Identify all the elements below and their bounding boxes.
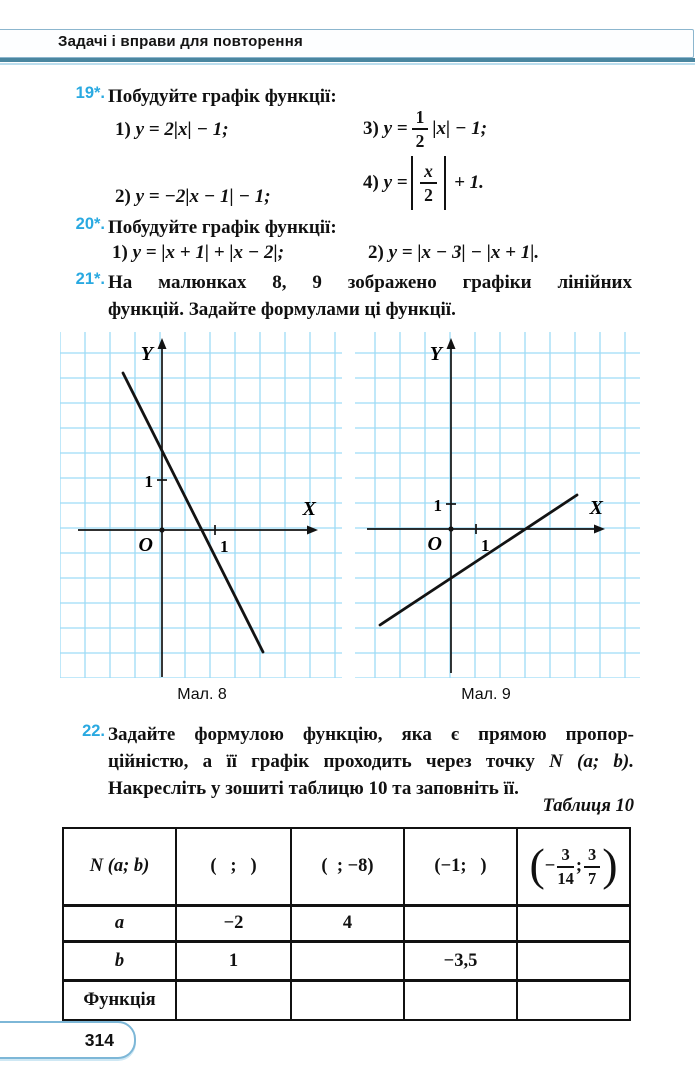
y-tick-label: 1 [144, 472, 153, 491]
equation-text: y = |x − 3| − |x + 1|. [388, 242, 540, 263]
problem-22-line1: Задайте формулою функцію, яка є прямою пропор- [108, 724, 634, 745]
row-label-function: Функція [63, 981, 176, 1021]
problem-20-intro: Побудуйте графік функції: [108, 217, 337, 238]
cell-b4 [517, 942, 630, 981]
origin-label: O [427, 533, 442, 555]
problem-22-line3: Накресліть у зошиті таблицю 10 та заповніть її. [108, 778, 519, 799]
equation-text: y = |x + 1| + |x − 2|; [132, 242, 285, 263]
point-n-label: N (a; b). [549, 751, 634, 772]
item-number: 1) [112, 242, 128, 263]
table-header-row [63, 828, 630, 906]
minus-sign: − [544, 856, 556, 876]
header-rule [0, 58, 695, 62]
equation-text: y = −2|x − 1| − 1; [135, 186, 271, 207]
item-number: 2) [368, 242, 384, 263]
y-tick-label: 1 [433, 496, 442, 515]
item-number: 1) [115, 119, 131, 140]
table-10 [62, 827, 631, 1021]
fraction [412, 108, 429, 151]
cell-a3 [404, 906, 517, 942]
equation-20-2 [368, 242, 539, 264]
header-cell-4 [517, 828, 630, 906]
equation-20-1 [112, 242, 284, 264]
problem-21-line2: функцій. Задайте формулами ці функції. [108, 299, 456, 320]
row-label-b: b [63, 942, 176, 981]
cell-a2: 4 [291, 906, 404, 942]
equation-19-2 [115, 186, 271, 208]
graph-mal-8 [60, 332, 342, 678]
absolute-value-bar [444, 156, 447, 210]
problem-21-number: 21*. [75, 270, 105, 288]
right-paren: ) [602, 839, 618, 891]
problem-19-intro: Побудуйте графік функції: [108, 86, 337, 107]
fraction [584, 846, 600, 887]
header-rule-light [0, 63, 695, 65]
cell-b3: −3,5 [404, 942, 517, 981]
cell-f2 [291, 981, 404, 1021]
problem-19-number: 19*. [75, 84, 105, 102]
origin-label: O [138, 534, 153, 556]
fraction-denominator: 7 [587, 868, 597, 888]
table-row-function [63, 981, 630, 1021]
absolute-value-bar [411, 156, 414, 210]
cell-a4 [517, 906, 630, 942]
fraction-numerator: x [420, 162, 437, 184]
graph-mal-9 [355, 332, 640, 678]
item-number: 4) [363, 172, 379, 193]
header-cell-3: (−1; ) [404, 828, 517, 906]
fraction-numerator: 3 [557, 846, 573, 867]
semicolon: ; [575, 856, 582, 876]
cell-f4 [517, 981, 630, 1021]
equation-prefix: y = [383, 172, 408, 193]
cell-a1: −2 [176, 906, 291, 942]
table-title: Таблиця 10 [542, 796, 634, 816]
x-tick-label: 1 [220, 537, 229, 556]
equation-19-3 [363, 98, 487, 160]
cell-b1: 1 [176, 942, 291, 981]
fraction [557, 846, 574, 887]
table-row-a [63, 906, 630, 942]
table-row-b [63, 942, 630, 981]
problem-22-number: 22. [82, 722, 105, 740]
fraction-denominator: 14 [557, 868, 574, 888]
cell-f1 [176, 981, 291, 1021]
equation-19-4 [363, 152, 484, 214]
problem-22-line2-text: ційністю, а її графік проходить через точку [108, 751, 550, 772]
equation-19-1 [115, 119, 229, 141]
fraction [420, 162, 437, 205]
x-tick-label: 1 [481, 536, 490, 555]
equation-prefix: y = [383, 118, 408, 139]
left-paren: ( [529, 839, 545, 891]
fraction-denominator: 2 [424, 185, 433, 205]
y-axis-label: Y [429, 343, 442, 365]
problem-22-line2 [108, 749, 634, 774]
row-label-a: a [63, 906, 176, 942]
page-number-pill [0, 1021, 136, 1059]
equation-text: y = 2|x| − 1; [135, 119, 229, 140]
equation-suffix: |x| − 1; [432, 118, 488, 139]
cell-f3 [404, 981, 517, 1021]
x-axis-label: X [302, 498, 316, 520]
y-axis-label: Y [140, 343, 153, 365]
fraction-numerator: 1 [412, 108, 429, 130]
header-cell-1: ( ; ) [176, 828, 291, 906]
section-header-title: Задачі і вправи для повторення [58, 33, 303, 50]
fraction-denominator: 2 [415, 131, 425, 151]
item-number: 3) [363, 118, 379, 139]
fraction-numerator: 3 [584, 846, 600, 867]
graph-caption-mal-9: Мал. 9 [461, 686, 511, 703]
problem-20-number: 20*. [75, 215, 105, 233]
header-cell-2: ( ; −8) [291, 828, 404, 906]
item-number: 2) [115, 186, 131, 207]
problem-21-line1: На малюнках 8, 9 зображено графіки лінійних [108, 272, 632, 293]
x-axis-label: X [589, 497, 603, 519]
header-cell-n-ab: N (a; b) [63, 828, 176, 906]
page-number: 314 [84, 1029, 114, 1050]
graph-caption-mal-8: Мал. 8 [177, 686, 227, 703]
cell-b2 [291, 942, 404, 981]
equation-suffix: + 1. [454, 172, 484, 193]
fraction-point-cell [518, 839, 629, 891]
